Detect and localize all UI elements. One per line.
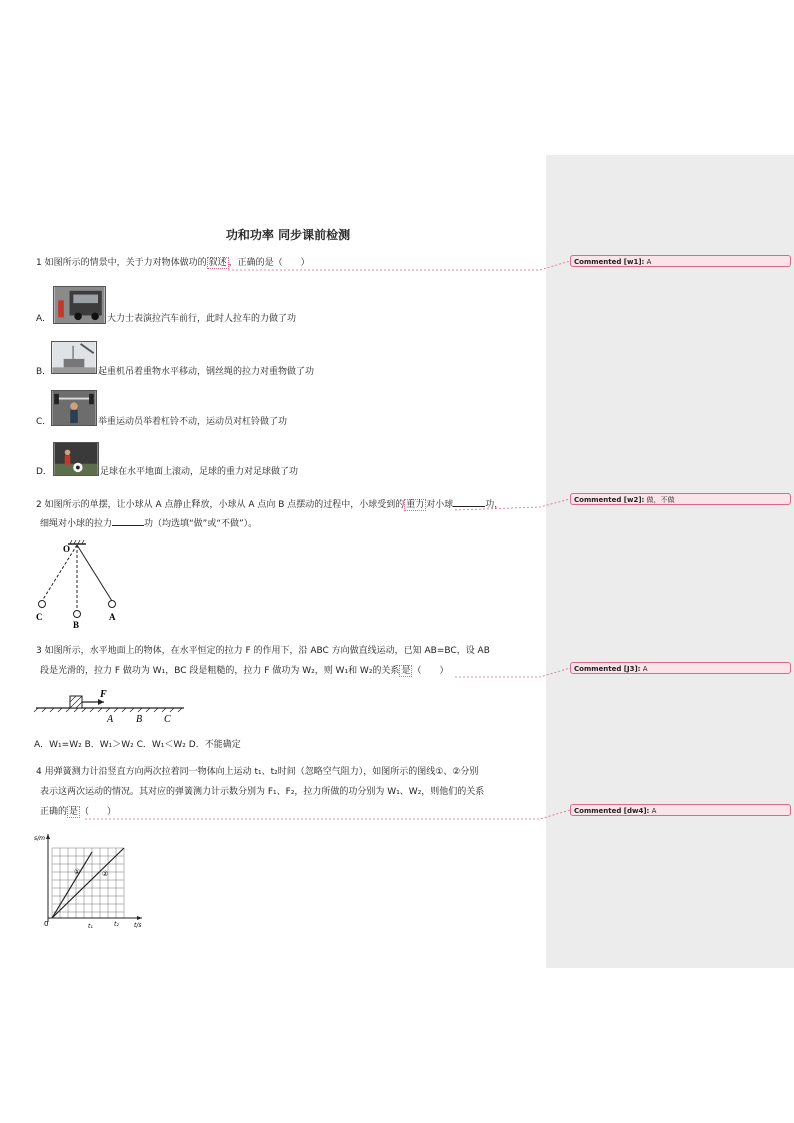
line-2-label: ② — [102, 870, 109, 878]
comment-2[interactable]: Commented [w2]: 做，不做 — [570, 493, 791, 505]
comment-panel — [546, 155, 794, 968]
question-3-line-1: 3 如图所示，水平地面上的物体，在水平恒定的拉力 F 的作用下，沿 ABC 方向做直线运动，已知 AB=BC，设 AB — [36, 646, 490, 656]
q1-option-b-text: 起重机吊着重物水平移动，钢丝绳的拉力对重物做了功 — [98, 367, 315, 377]
label-b: B — [136, 714, 143, 725]
t1-label: t₁ — [88, 923, 93, 930]
label-b: B — [73, 620, 80, 628]
q1-option-a-text: 大力士表演拉汽车前行，此时人拉车的力做了功 — [107, 314, 297, 324]
label-f: F — [100, 689, 107, 700]
q1-option-c-text: 举重运动员举着杠铃不动，运动员对杠铃做了功 — [98, 417, 288, 427]
crane-photo — [51, 341, 97, 374]
question-4-line-1: 4 用弹簧测力计沿竖直方向两次拉着同一物体向上运动 t₁、t₂时间（忽略空气阻力），如图所示的图线①、②分别 — [36, 767, 479, 777]
label-o: O — [63, 544, 71, 554]
y-axis-label: s/m — [34, 835, 45, 842]
origin-label: 0 — [44, 920, 49, 928]
football-photo — [53, 442, 99, 476]
document-title: 功和功率 同步课前检测 — [225, 228, 351, 242]
question-3-line-2: 段是光滑的，拉力 F 做功为 W₁，BC 段是粗糙的，拉力 F 做功为 W₂，则 W₁和 W₂的关系 是 （ ） — [40, 666, 449, 676]
weightlifter-photo — [51, 390, 97, 426]
comment-anchor-4[interactable]: 是 — [69, 807, 79, 817]
comment-anchor-2[interactable]: 重力 — [406, 500, 425, 510]
t2-label: t₂ — [114, 921, 119, 928]
q1-option-b-label: B． — [36, 367, 52, 377]
q1-option-c-label: C． — [36, 417, 52, 427]
question-2-line-1: 2 如图所示的单摆，让小球从 A 点静止释放，小球从 A 点向 B 点摆动的过程中，小球受到的 重力 对小球 功， — [36, 497, 503, 511]
q1-option-d-text: 足球在水平地面上滚动，足球的重力对足球做了功 — [100, 467, 299, 477]
label-a: A — [107, 714, 114, 725]
comment-1[interactable]: Commented [w1]: A — [570, 255, 791, 267]
question-1-stem: 1 如图所示的情景中，关于力对物体做功的 叙述 ，正确的是（ ） — [36, 258, 310, 268]
question-4-line-3: 正确的 是 （ ） — [40, 807, 117, 817]
comment-anchor-1[interactable]: 叙述 — [208, 258, 227, 268]
pendulum-figure — [30, 538, 130, 628]
line-1-label: ① — [74, 868, 81, 876]
label-c: C — [36, 612, 43, 622]
question-2-line-2: 细绳对小球的拉力 功（均选填“做”或“不做”）。 — [40, 516, 257, 530]
x-axis-label: t/s — [134, 922, 142, 929]
distance-time-graph — [30, 830, 150, 930]
truck-photo — [53, 286, 106, 324]
label-a: A — [109, 612, 116, 622]
q1-option-d-label: D． — [36, 467, 52, 477]
question-3-options: A．W₁=W₂ B．W₁＞W₂ C．W₁＜W₂ D．不能确定 — [34, 740, 241, 750]
answer-blank-1[interactable] — [453, 497, 485, 507]
comment-anchor-3[interactable]: 是 — [401, 666, 411, 676]
comment-3[interactable]: Commented [J3]: A — [570, 662, 791, 674]
answer-blank-2[interactable] — [112, 516, 144, 526]
question-4-line-2: 表示这两次运动的情况。其对应的弹簧测力计示数分别为 F₁、F₂，拉力所做的功分别为 W₁、W₂，则他们的关系 — [40, 787, 485, 797]
comment-4[interactable]: Commented [dw4]: A — [570, 804, 791, 816]
incline-block-figure — [34, 686, 186, 726]
label-c: C — [164, 714, 171, 725]
q1-option-a-label: A． — [36, 314, 52, 324]
